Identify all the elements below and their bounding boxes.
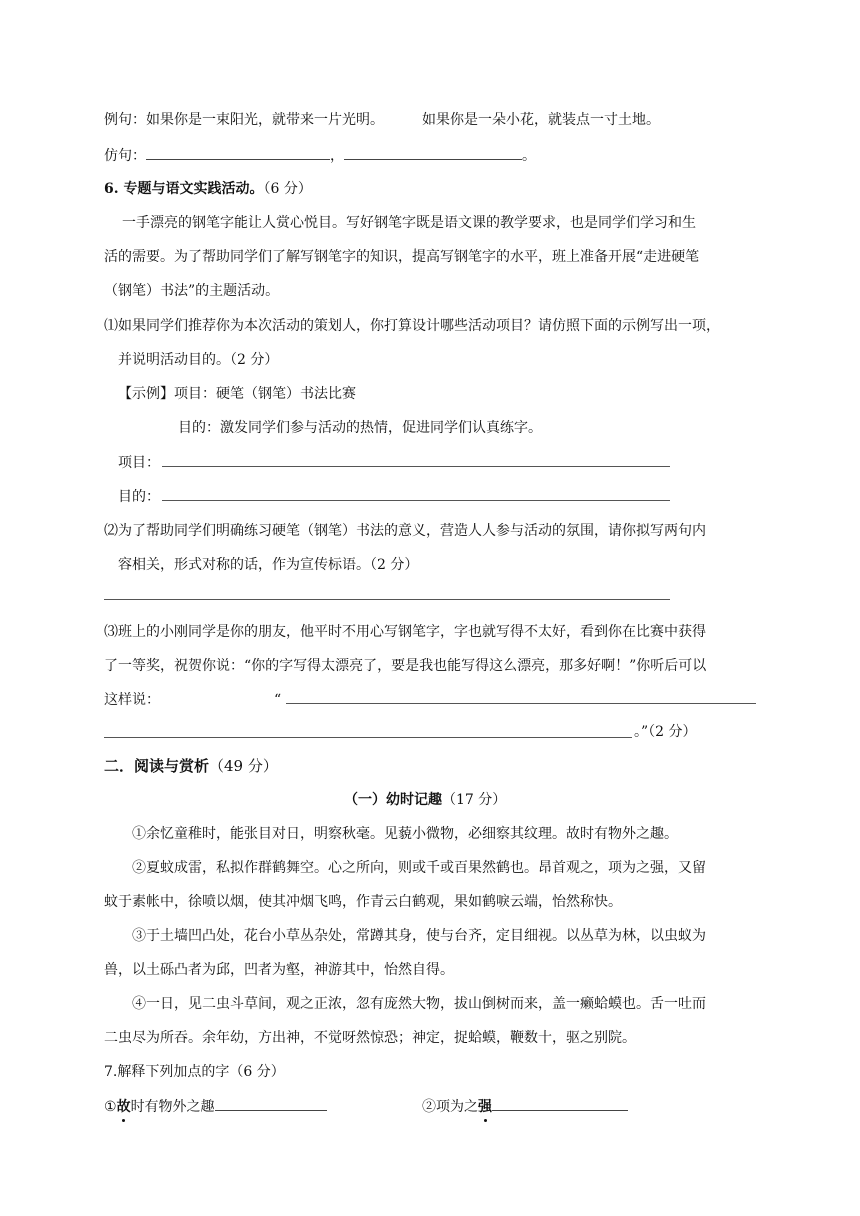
example-sentence bbox=[104, 110, 660, 130]
section-2-heading bbox=[104, 756, 278, 776]
passage-paragraph: ②夏蚊成雷，私拟作群鹤舞空。心之所向，则或千或百果然鹤也。昂首观之，项为之强，又留 bbox=[132, 860, 706, 876]
question-7-title: 7.解释下列加点的字（6 分） bbox=[104, 1064, 285, 1080]
purpose-label: 目的： bbox=[118, 489, 160, 505]
q7-item-2-blank[interactable] bbox=[492, 1096, 628, 1111]
example-project: 【示例】项目：硬笔（钢笔）书法比赛 bbox=[118, 386, 356, 402]
purpose-answer-row bbox=[118, 487, 160, 507]
example-line-1: 例句：如果你是一束阳光，就带来一片光明。 bbox=[104, 112, 384, 128]
q7-item-1-blank[interactable] bbox=[215, 1096, 327, 1111]
passage-paragraph: ①余忆童稚时，能张目对日，明察秋毫。见藐小微物，必细察其纹理。故时有物外之趣。 bbox=[132, 826, 678, 842]
q7-item-1 bbox=[104, 1096, 327, 1117]
purpose-answer-line[interactable] bbox=[162, 500, 670, 501]
imitate-blank-2[interactable] bbox=[344, 145, 522, 160]
dotted-char: 强 bbox=[478, 1099, 492, 1115]
passage-heading bbox=[344, 790, 506, 810]
section-2-score: （49 分） bbox=[209, 757, 278, 775]
imitate-label: 仿句： bbox=[104, 148, 146, 164]
section-2-title: 二．阅读与赏析 bbox=[104, 757, 210, 775]
q6-part1-line: 并说明活动目的。（2 分） bbox=[118, 352, 279, 368]
passage-title: （一）幼时记趣 bbox=[344, 792, 442, 808]
passage-paragraph: 二虫尽为所吞。余年幼，方出神，不觉呀然惊恐；神定，捉蛤蟆，鞭数十，驱之别院。 bbox=[104, 1030, 636, 1046]
project-answer-row bbox=[118, 453, 160, 473]
passage-paragraph: ③于土墙凹凸处，花台小草丛杂处，常蹲其身，使与台齐，定目细视。以丛草为林，以虫蚁为 bbox=[132, 928, 706, 944]
passage-paragraph: 蚊于素帐中，徐喷以烟，使其冲烟飞鸣，作青云白鹤观，果如鹤唳云端，怡然称快。 bbox=[104, 894, 622, 910]
reply-close: 。”（2 分） bbox=[634, 724, 697, 740]
question-6-score: （6 分） bbox=[263, 181, 312, 197]
imitate-line bbox=[104, 145, 536, 166]
q6-intro-line: （钢笔）书法”的主题活动。 bbox=[104, 283, 280, 299]
q6-part3-line: ⑶班上的小刚同学是你的朋友，他平时不用心写钢笔字，字也就写得不太好，看到你在比赛中获得 bbox=[104, 624, 706, 640]
reply-answer-line-2[interactable] bbox=[104, 737, 632, 738]
example-purpose: 目的：激发同学们参与活动的热情，促进同学们认真练字。 bbox=[178, 420, 542, 436]
passage-score: （17 分） bbox=[442, 792, 507, 808]
imitate-end: 。 bbox=[522, 148, 536, 164]
question-6-title: 6. 专题与语文实践活动。 bbox=[104, 181, 264, 197]
q7-item-2-text: ②项为之 bbox=[422, 1099, 478, 1115]
example-line-2: 如果你是一朵小花，就装点一寸土地。 bbox=[422, 112, 660, 128]
q6-part3-line: 这样说： bbox=[104, 692, 160, 708]
q6-part2-line: ⑵为了帮助同学们明确练习硬笔（钢笔）书法的意义，营造人人参与活动的氛围，请你拟写两句内 bbox=[104, 523, 706, 539]
passage-paragraph: ④一日，见二虫斗草间，观之正浓，忽有庞然大物，拔山倒树而来，盖一癞蛤蟆也。舌一吐而 bbox=[132, 996, 706, 1012]
passage-paragraph: 兽，以土砾凸者为邱，凹者为壑，神游其中，怡然自得。 bbox=[104, 962, 454, 978]
q6-intro-line: 活的需要。为了帮助同学们了解写钢笔字的知识，提高写钢笔字的水平，班上准备开展“走进硬笔 bbox=[104, 249, 700, 265]
q6-part3-line: 了一等奖，祝贺你说：“你的字写得太漂亮了，要是我也能写得这么漂亮，那多好啊！”你听后可以 bbox=[104, 658, 707, 674]
q7-item-1-text: 时有物外之趣 bbox=[130, 1099, 215, 1115]
imitate-comma: ， bbox=[330, 148, 344, 164]
reply-answer-line-1[interactable] bbox=[286, 703, 756, 704]
q6-part2-line: 容相关，形式对称的话，作为宣传标语。（2 分） bbox=[118, 557, 419, 573]
question-6-heading bbox=[104, 179, 312, 199]
slogan-answer-line[interactable] bbox=[104, 599, 670, 600]
project-label: 项目： bbox=[118, 455, 160, 471]
q6-part1-line: ⑴如果同学们推荐你为本次活动的策划人，你打算设计哪些活动项目？请仿照下面的示例写出一项， bbox=[104, 318, 720, 334]
imitate-blank-1[interactable] bbox=[146, 145, 330, 160]
q7-item-2 bbox=[422, 1096, 628, 1117]
open-quote: “ bbox=[274, 692, 282, 708]
dotted-char: 故 bbox=[116, 1099, 131, 1115]
project-answer-line[interactable] bbox=[162, 466, 670, 467]
q7-item-1-prefix: ① bbox=[104, 1099, 117, 1115]
q6-intro-line: 一手漂亮的钢笔字能让人赏心悦目。写好钢笔字既是语文课的教学要求，也是同学们学习和生 bbox=[122, 215, 696, 231]
